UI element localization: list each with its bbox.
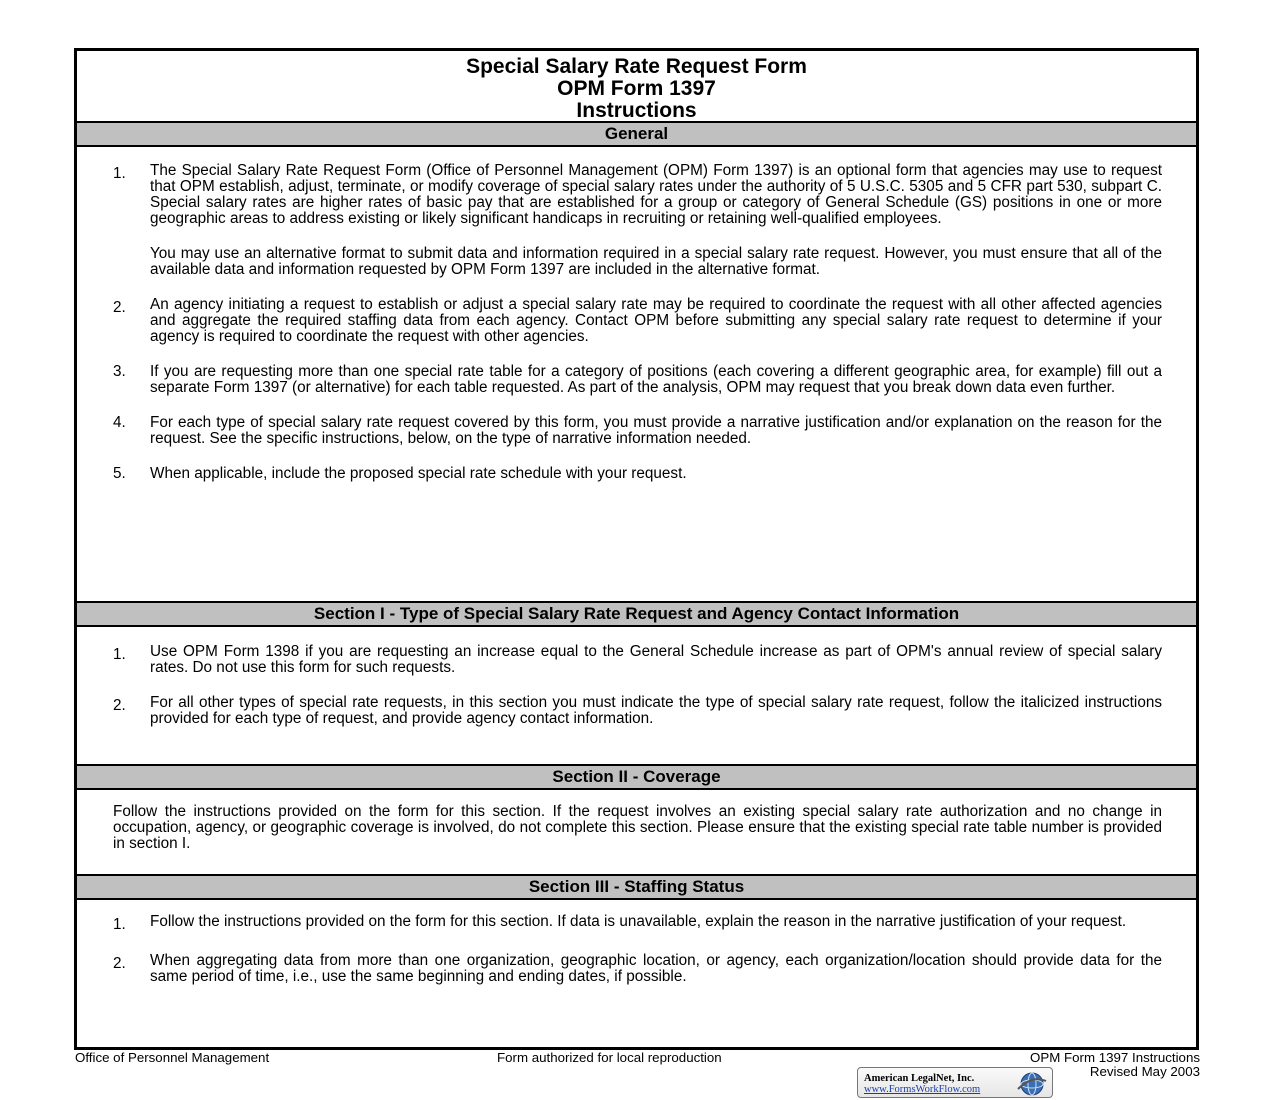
general-heading: General [77,121,1196,147]
item-number: 5. [113,465,126,482]
general-item-1-alt-text: You may use an alternative format to submit data and information required in a special salary rate request. However, you must ensure that all of the available data and information requested by OPM Form 1397 are included in the alternative format. [150,245,1162,278]
general-item-1 [113,163,1162,278]
section-2-heading: Section II - Coverage [77,764,1196,790]
badge-company-name: American LegalNet, Inc. [864,1073,975,1084]
general-section [77,147,1196,601]
general-item-1-text: The Special Salary Rate Request Form (Office of Personnel Management (OPM) Form 1397) is an optional form that agencies may use to request that OPM establish, adjust, terminate, or modify coverage of special salary rates under the authority of 5 U.S.C. 5305 and 5 CFR part 530, subpart C. Special salary rates are higher rates of basic pay that are established for a group or category of General Schedule (GS) positions in one or more geographic areas to address existing or likely significant handicaps in recruiting or retaining well-qualified employees. [150,162,1162,227]
section-2-text: Follow the instructions provided on the form for this section. If the request involves an existing special salary rate authorization and no change in occupation, agency, or geographic coverage is involved, do not complete this section. Please ensure that the existing special rate table number is provided in section I. [113,803,1162,852]
footer-agency: Office of Personnel Management [75,1050,270,1065]
general-item-4-text: For each type of special salary rate request covered by this form, you must provide a narrative justification and/or explanation on the reason for the request. See the specific instructions, below, on the type of narrative information needed. [150,414,1162,447]
section-3-item-2 [113,953,1162,985]
general-item-5 [113,466,1162,482]
section-3-item-2-text: When aggregating data from more than one organization, geographic location, or agency, each organization/location should provide data for the same period of time, i.e., use the same beginning and ending dates, if possible. [150,952,1162,985]
footer-form-id: OPM Form 1397 Instructions [1030,1050,1200,1065]
footer-reproduction-note: Form authorized for local reproduction [497,1050,722,1065]
section-1-item-2 [113,695,1162,727]
item-number: 1. [113,165,126,182]
general-item-2 [113,297,1162,345]
item-number: 2. [113,299,126,316]
section-3 [77,900,1196,985]
general-item-3-text: If you are requesting more than one special rate table for a category of positions (each covering a different geographic area, for example) fill out a separate Form 1397 (or alternative) for each table requested. As part of the analysis, OPM may request that you break down data even further. [150,363,1162,396]
badge-url-link[interactable]: www.FormsWorkFlow.com [864,1084,981,1095]
section-2 [77,790,1196,874]
form-title: Special Salary Rate Request Form [466,55,807,78]
footer-form-info [1030,1051,1200,1079]
item-number: 4. [113,414,126,431]
section-1-heading: Section I - Type of Special Salary Rate Request and Agency Contact Information [77,601,1196,627]
item-number: 2. [113,955,126,972]
item-number: 3. [113,363,126,380]
section-3-item-1 [113,914,1162,933]
section-3-heading: Section III - Staffing Status [77,874,1196,900]
globe-icon [1014,1071,1048,1097]
form-frame [74,48,1199,1050]
item-number: 2. [113,697,126,714]
footer-revision-date: Revised May 2003 [1089,1064,1200,1079]
general-item-2-text: An agency initiating a request to establish or adjust a special salary rate may be required to coordinate the request with all other affected agencies and aggregate the required staffing data from each agency. Contact OPM before submitting any special salary rate request to determine if your agency is required to coordinate the request with other agencies. [150,296,1162,345]
section-1-item-2-text: For all other types of special rate requests, in this section you must indicate the type of special salary rate request, follow the italicized instructions provided for each type of request, and provide agency contact information. [150,694,1162,727]
american-legalnet-badge[interactable] [857,1067,1053,1098]
section-1-item-1 [113,644,1162,676]
form-subtitle: Instructions [576,99,697,122]
general-item-5-text: When applicable, include the proposed special rate schedule with your request. [150,465,687,482]
section-1-item-1-text: Use OPM Form 1398 if you are requesting an increase equal to the General Schedule increase as part of OPM's annual review of special salary rates. Do not use this form for such requests. [150,643,1162,676]
section-1 [77,627,1196,764]
section-3-item-1-text: Follow the instructions provided on the form for this section. If data is unavailable, explain the reason in the narrative justification of your request. [150,913,1127,930]
item-number: 1. [113,646,126,663]
general-item-4 [113,415,1162,447]
form-title-block [77,51,1196,121]
general-item-3 [113,364,1162,396]
item-number: 1. [113,916,126,933]
form-number: OPM Form 1397 [557,77,716,100]
